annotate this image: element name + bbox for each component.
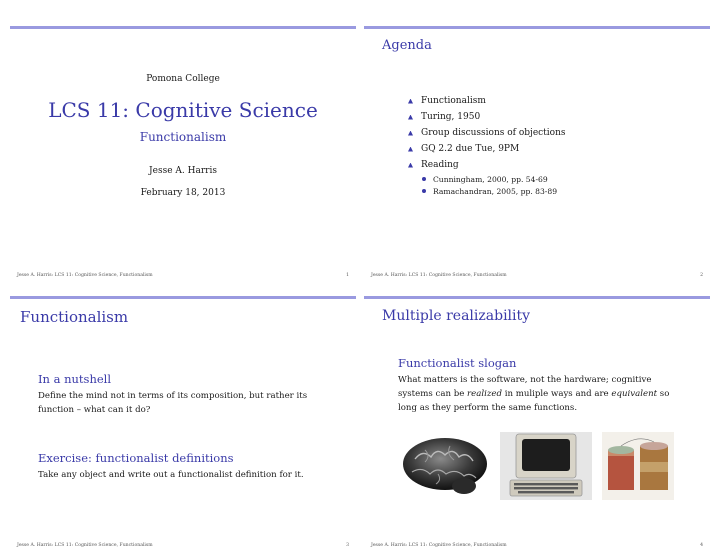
footer-text: Jesse A. Harris: LCS 11: Cognitive Science, Functionalism — [17, 543, 153, 548]
slogan-block — [398, 356, 669, 415]
title-block — [10, 74, 356, 198]
page-number: 2 — [700, 273, 703, 278]
footer-text: Jesse A. Harris: LCS 11: Cognitive Science, Functionalism — [371, 543, 507, 548]
slide-footer — [371, 273, 703, 278]
agenda-item: GQ 2.2 due Tue, 9PM — [408, 141, 566, 157]
page-number: 1 — [346, 273, 349, 278]
slide-top-bar — [10, 26, 356, 29]
block-title: Exercise: functionalist definitions — [38, 451, 234, 465]
slide-top-bar — [364, 26, 710, 29]
slide-footer — [17, 273, 349, 278]
brain-image — [400, 434, 490, 498]
block-title: Functionalist slogan — [398, 356, 517, 370]
triangle-bullet-icon — [408, 131, 413, 136]
nutshell-block — [38, 372, 307, 417]
date: February 18, 2013 — [140, 188, 226, 198]
slide-title: Functionalism — [20, 308, 129, 326]
slide-3 — [10, 296, 356, 554]
slide-footer — [17, 543, 349, 548]
footer-text: Jesse A. Harris: LCS 11: Cognitive Science, Functionalism — [371, 273, 507, 278]
agenda-list — [408, 93, 566, 197]
block-body: Define the mind not in terms of its composition, but rather its function – what can it do? — [38, 391, 308, 415]
block-body: Take any object and write out a functionalist definition for it. — [38, 470, 304, 480]
slide-title: Multiple realizability — [382, 308, 531, 324]
slide-footer — [371, 543, 703, 548]
block-title: In a nutshell — [38, 372, 112, 386]
presentation-subtitle: Functionalism — [139, 130, 227, 144]
footer-text: Jesse A. Harris: LCS 11: Cognitive Science, Functionalism — [17, 273, 153, 278]
page-number: 3 — [346, 543, 349, 548]
slide-top-bar — [364, 296, 710, 299]
slide-2 — [364, 26, 710, 284]
tin-can-phone-image — [602, 432, 674, 500]
images-row — [400, 432, 674, 500]
slide-top-bar — [10, 296, 356, 299]
presentation-title: LCS 11: Cognitive Science — [48, 98, 318, 122]
agenda-item: Reading — [408, 157, 566, 173]
agenda-item: Functionalism — [408, 93, 566, 109]
page-number: 4 — [700, 543, 703, 548]
slide-4 — [364, 296, 710, 554]
computer-image — [500, 432, 592, 500]
triangle-bullet-icon — [408, 163, 413, 168]
exercise-block — [38, 451, 304, 482]
triangle-bullet-icon — [408, 99, 413, 104]
agenda-item: Group discussions of objections — [408, 125, 566, 141]
agenda-subitem: Cunningham, 2000, pp. 54-69 — [422, 173, 566, 185]
slide-1 — [10, 26, 356, 284]
dot-bullet-icon — [422, 189, 426, 193]
block-body: What matters is the software, not the hardware; cognitive systems can be realized in muliple ways and are equivalent so long as they perform the same functions. — [398, 375, 670, 413]
institution: Pomona College — [146, 74, 220, 84]
author: Jesse A. Harris — [149, 166, 217, 176]
triangle-bullet-icon — [408, 147, 413, 152]
dot-bullet-icon — [422, 177, 426, 181]
triangle-bullet-icon — [408, 115, 413, 120]
agenda-subitem: Ramachandran, 2005, pp. 83-89 — [422, 185, 566, 197]
agenda-item: Turing, 1950 — [408, 109, 566, 125]
slide-title: Agenda — [382, 38, 432, 53]
